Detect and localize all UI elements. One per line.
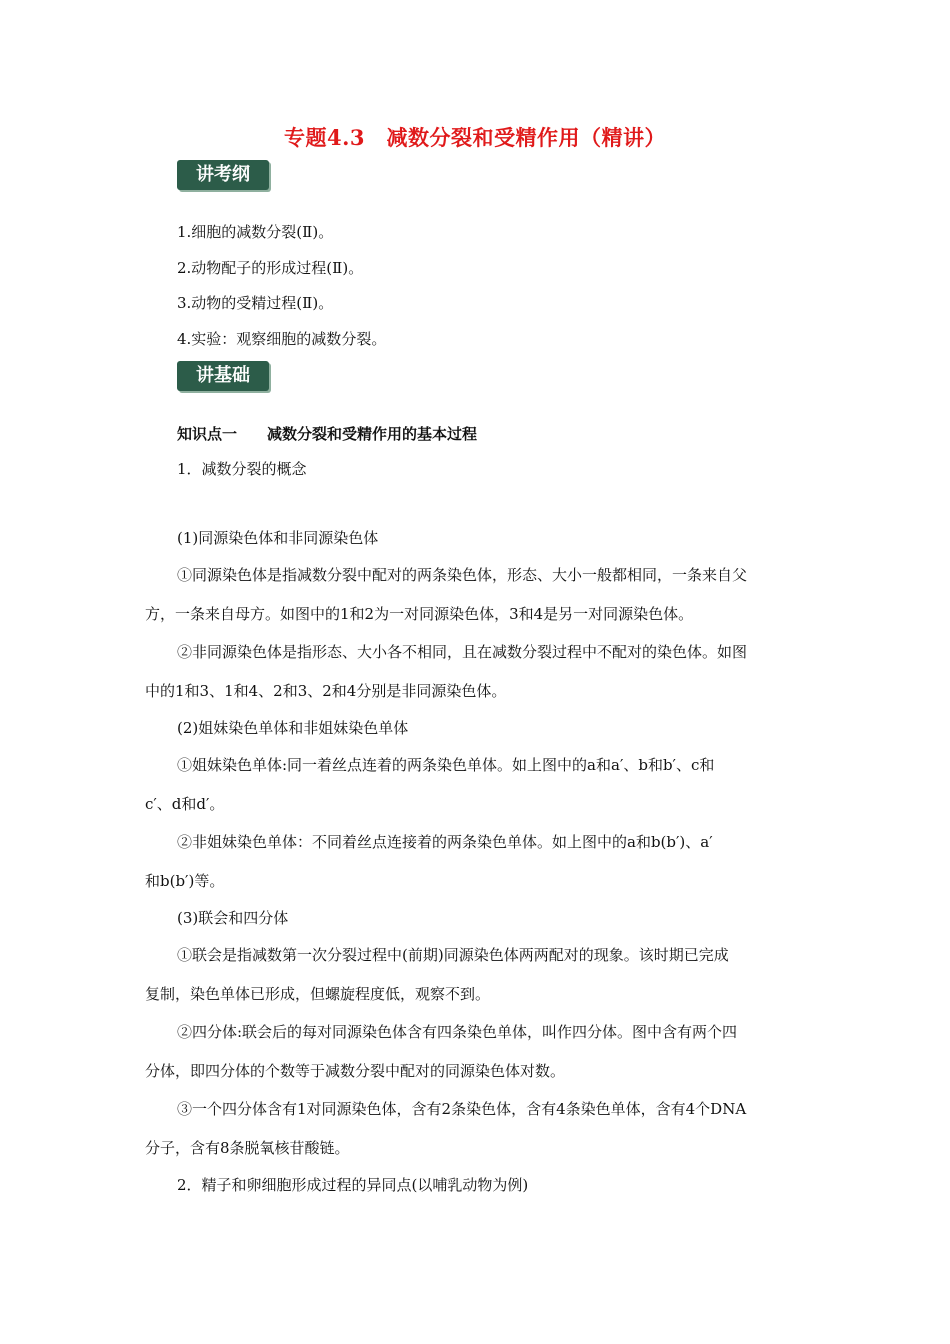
paragraph-1-line-1: ①同源染色体是指减数分裂中配对的两条染色体，形态、大小一般都相同，一条来自父 [177,566,748,584]
paragraph-4-line-1: ②非姐妹染色单体：不同着丝点连接着的两条染色单体。如上图中的a和b(b′)、a′ [177,833,713,851]
badge-basics: 讲基础 [177,361,269,391]
outline-item-4: 4.实验：观察细胞的减数分裂。 [177,330,387,348]
subsection-1-heading: (1)同源染色体和非同源染色体 [177,529,379,547]
outline-item-3: 3.动物的受精过程(Ⅱ)。 [177,294,334,312]
outline-item-2: 2.动物配子的形成过程(Ⅱ)。 [177,259,364,277]
page-title: 专题4.3 减数分裂和受精作用（精讲） [283,125,667,150]
paragraph-2-line-2: 中的1和3、1和4、2和3、2和4分别是非同源染色体。 [145,682,507,700]
paragraph-7-line-2: 分子，含有8条脱氧核苷酸链。 [145,1139,350,1157]
paragraph-1-line-2: 方，一条来自母方。如图中的1和2为一对同源染色体，3和4是另一对同源染色体。 [145,605,694,623]
section-1-heading: 1．减数分裂的概念 [177,460,307,478]
paragraph-3-line-2: c′、d和d′。 [145,795,225,813]
subsection-2-heading: (2)姐妹染色单体和非姐妹染色单体 [177,719,409,737]
knowledge-point-heading: 知识点一 减数分裂和受精作用的基本过程 [177,425,478,443]
paragraph-6-line-2: 分体，即四分体的个数等于减数分裂中配对的同源染色体对数。 [145,1062,566,1080]
paragraph-7-line-1: ③一个四分体含有1对同源染色体，含有2条染色体，含有4条染色单体，含有4个DNA [177,1100,747,1118]
paragraph-5-line-2: 复制，染色单体已形成，但螺旋程度低，观察不到。 [145,985,491,1003]
badge-outline: 讲考纲 [177,160,269,190]
subsection-3-heading: (3)联会和四分体 [177,909,289,927]
paragraph-2-line-1: ②非同源染色体是指形态、大小各不相同，且在减数分裂过程中不配对的染色体。如图 [177,643,748,661]
paragraph-6-line-1: ②四分体:联会后的每对同源染色体含有四条染色单体，叫作四分体。图中含有两个四 [177,1023,738,1041]
paragraph-5-line-1: ①联会是指减数第一次分裂过程中(前期)同源染色体两两配对的现象。该时期已完成 [177,946,729,964]
paragraph-3-line-1: ①姐妹染色单体:同一着丝点连着的两条染色单体。如上图中的a和a′、b和b′、c和 [177,756,715,774]
section-2-heading: 2．精子和卵细胞形成过程的异同点(以哺乳动物为例) [177,1176,529,1194]
outline-item-1: 1.细胞的减数分裂(Ⅱ)。 [177,223,334,241]
paragraph-4-line-2: 和b(b′)等。 [145,872,225,890]
